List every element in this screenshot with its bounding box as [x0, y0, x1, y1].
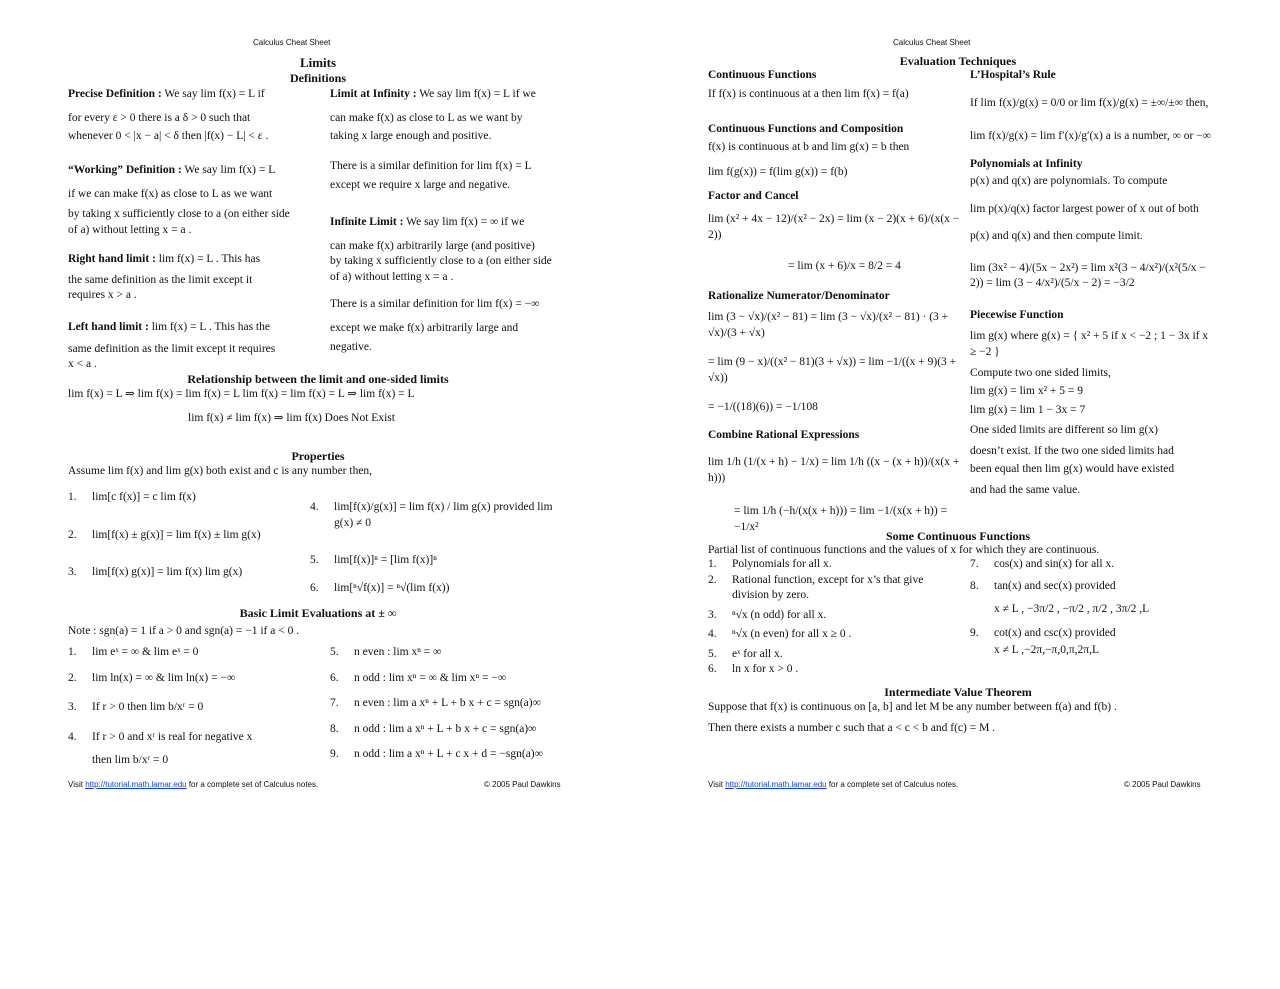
piecewise-line3: lim g(x) = lim x² + 5 = 9: [970, 384, 1083, 397]
properties-list-left: [68, 490, 308, 581]
property-text: lim[f(x) ± g(x)] = lim f(x) ± lim g(x): [92, 528, 261, 541]
property-number: 5.: [310, 554, 319, 567]
right-page-header: Calculus Cheat Sheet: [893, 38, 971, 47]
piecewise-heading: Piecewise Function: [970, 308, 1064, 321]
left-page-header: Calculus Cheat Sheet: [253, 38, 331, 47]
continuous-text: x ≠ L , −3π/2 , −π/2 , π/2 , 3π/2 ,L: [994, 603, 1150, 616]
evaluation-techniques-heading: Evaluation Techniques: [899, 54, 1017, 68]
relationship-line1: lim f(x) = L ⇒ lim f(x) = lim f(x) = L lim f(x) = lim f(x) = L ⇒ lim f(x) = L: [68, 388, 415, 400]
infinite-line3: by taking x sufficiently close to a (on either side: [330, 255, 552, 268]
property-item: [68, 528, 308, 544]
infinite-line4: of a) without letting x = a .: [330, 270, 454, 283]
basic-limit-text: If r > 0 then lim b/xʳ = 0: [92, 701, 204, 714]
basic-limit-text: n even : lim xⁿ = ∞: [354, 646, 442, 658]
infinite-line7: negative.: [330, 341, 372, 354]
factor-line2: = lim (x + 6)/x = 8/2 = 4: [788, 260, 901, 273]
continuous-item: [708, 557, 963, 573]
precise-line2: for every ε > 0 there is a δ > 0 such that: [68, 111, 251, 124]
lhospital-line2: lim f(x)/g(x) = lim f′(x)/g′(x) a is a number, ∞ or −∞: [970, 130, 1211, 143]
piecewise-line4: lim g(x) = lim 1 − 3x = 7: [970, 404, 1086, 417]
some-continuous-intro: Partial list of continuous functions and the values of x for which they are continuous.: [708, 544, 1100, 556]
rationalize-line1: lim (3 − √x)/(x² − 81) = lim (3 − √x)/(x² − 81) · (3 + √x)/(3 + √x): [708, 311, 949, 339]
relationship-line2: lim f(x) ≠ lim f(x) ⇒ lim f(x) Does Not Exist: [188, 412, 395, 424]
infinite-line6: except we make f(x) arbitrarily large and: [330, 321, 519, 334]
continuous-item: [708, 588, 963, 604]
continuous-item: [970, 643, 1215, 659]
composition-line1: f(x) is continuous at b and lim g(x) = b then: [708, 140, 910, 153]
eval-left-column: [708, 68, 963, 535]
continuous-number: [970, 602, 988, 618]
continuous-number: [708, 588, 726, 604]
precise-line3: whenever 0 < |x − a| < δ then |f(x) − L| < ε .: [68, 130, 269, 143]
basic-limit-item: [330, 747, 575, 763]
infinity-line4: There is a similar definition for lim f(x) = L: [330, 159, 532, 172]
some-continuous-left: [708, 557, 963, 678]
basic-limit-text: then lim b/xʳ = 0: [92, 754, 169, 767]
property-item: [68, 565, 308, 581]
property-text: lim[ⁿ√f(x)] = ⁿ√(lim f(x)): [334, 581, 450, 594]
continuous-item: [708, 627, 963, 643]
eval-right-column: [970, 68, 1215, 499]
basic-limit-number: 8.: [330, 722, 339, 735]
lhospital-line1: If lim f(x)/g(x) = 0/0 or lim f(x)/g(x) = ±∞/±∞ then,: [970, 96, 1209, 109]
property-number: 1.: [68, 491, 77, 503]
working-line2: if we can make f(x) as close to L as we want: [68, 187, 273, 200]
continuous-number: 3.: [708, 608, 717, 621]
property-item: [310, 553, 572, 569]
basic-limits-heading: Basic Limit Evaluations at ± ∞: [239, 606, 397, 620]
continuous-number: 8.: [970, 579, 979, 592]
lhospital-heading: L’Hospital’s Rule: [970, 69, 1056, 81]
footer-rest: for a complete set of Calculus notes.: [188, 780, 319, 789]
basic-limit-number: 6.: [330, 671, 339, 684]
left-footer-copyright: © 2005 Paul Dawkins: [484, 780, 561, 789]
polynomials-line4: lim (3x² − 4)/(5x − 2x²) = lim x²(3 − 4/x²)/(x²(5/x − 2)) = lim (3 − 4/x²)/(5/x − 2) = −3/2: [970, 261, 1206, 290]
footer-visit: Visit: [708, 780, 723, 789]
right-hand-label: Right hand limit :: [68, 253, 156, 265]
continuous-text: eˣ for all x.: [732, 647, 783, 660]
infinite-line5: There is a similar definition for lim f(x) = −∞: [330, 298, 540, 311]
piecewise-line1: lim g(x) where g(x) = { x² + 5 if x < −2 ; 1 − 3x if x ≥ −2 }: [970, 330, 1209, 358]
basic-limit-text: n odd : lim a xⁿ + L + b x + c = sgn(a)∞: [354, 722, 537, 735]
infinity-line1: We say lim f(x) = L if we: [419, 88, 536, 100]
properties-assume: Assume lim f(x) and lim g(x) both exist and c is any number then,: [68, 465, 373, 477]
left-hand-limit: [68, 320, 318, 373]
basic-limit-text: n odd : lim a xⁿ + L + c x + d = −sgn(a)∞: [354, 748, 543, 761]
left-hand-label: Left hand limit :: [68, 321, 149, 333]
rationalize-line3: = −1/((18)(6)) = −1/108: [708, 401, 818, 414]
combine-heading: Combine Rational Expressions: [708, 428, 860, 441]
footer-rest: for a complete set of Calculus notes.: [828, 780, 959, 789]
footer-link[interactable]: http://tutorial.math.lamar.edu: [725, 780, 827, 789]
polynomials-line3: p(x) and q(x) and then compute limit.: [970, 230, 1143, 243]
continuous-item: [970, 602, 1215, 618]
properties-list-right: [310, 500, 572, 596]
property-item: [310, 500, 572, 531]
right-hand-line2: the same definition as the limit except it: [68, 273, 253, 286]
precise-line1: We say lim f(x) = L if: [164, 88, 265, 100]
infinity-line3: taking x large enough and positive.: [330, 130, 492, 143]
right-hand-line1: lim f(x) = L . This has: [158, 253, 261, 265]
continuous-number: 7.: [970, 558, 979, 570]
basic-limit-item: [330, 645, 575, 661]
composition-line2: lim f(g(x)) = f(lim g(x)) = f(b): [708, 166, 848, 179]
property-text: lim[f(x)]ⁿ = [lim f(x)]ⁿ: [334, 554, 437, 567]
combine-line1: lim 1/h (1/(x + h) − 1/x) = lim 1/h ((x − (x + h))/(x(x + h))): [708, 456, 960, 484]
continuous-text: cot(x) and csc(x) provided: [994, 626, 1116, 639]
working-line3: by taking x sufficiently close to a (on either side: [68, 208, 290, 221]
piecewise-line8: and had the same value.: [970, 484, 1081, 497]
basic-limit-item: [330, 696, 575, 712]
continuous-number: 4.: [708, 628, 717, 641]
continuous-text: Rational function, except for x’s that give: [732, 573, 924, 586]
continuous-functions-heading: Continuous Functions: [708, 69, 817, 81]
continuous-number: 1.: [708, 558, 717, 570]
polynomials-line2: lim p(x)/q(x) factor largest power of x out of both: [970, 202, 1199, 215]
properties-heading: Properties: [291, 449, 345, 463]
continuous-number: 9.: [970, 626, 979, 639]
continuous-text: ⁿ√x (n odd) for all x.: [732, 608, 827, 621]
precise-label: Precise Definition :: [68, 88, 162, 100]
infinity-label: Limit at Infinity :: [330, 88, 417, 100]
infinite-limit: [330, 215, 570, 356]
piecewise-line2: Compute two one sided limits,: [970, 367, 1111, 380]
factor-cancel-heading: Factor and Cancel: [708, 189, 799, 202]
basic-limit-text: If r > 0 and xʳ is real for negative x: [92, 730, 253, 743]
left-hand-line1: lim f(x) = L . This has the: [151, 321, 270, 333]
right-footer-copyright: © 2005 Paul Dawkins: [1124, 780, 1201, 789]
working-line1: We say lim f(x) = L: [184, 164, 276, 176]
continuous-functions-text: If f(x) is continuous at a then lim f(x) = f(a): [708, 87, 909, 100]
infinite-label: Infinite Limit :: [330, 216, 404, 228]
basic-limit-text: n odd : lim xⁿ = ∞ & lim xⁿ = −∞: [354, 671, 507, 684]
property-number: 3.: [68, 566, 77, 579]
piecewise-line6: doesn’t exist. If the two one sided limits had: [970, 445, 1174, 458]
infinite-line2: can make f(x) arbitrarily large (and positive): [330, 239, 535, 252]
footer-link[interactable]: http://tutorial.math.lamar.edu: [85, 780, 187, 789]
continuous-item: [708, 647, 963, 663]
infinite-line1: We say lim f(x) = ∞ if we: [406, 216, 525, 228]
continuous-text: cos(x) and sin(x) for all x.: [994, 558, 1115, 570]
composition-heading: Continuous Functions and Composition: [708, 123, 904, 136]
basic-limit-text: lim ln(x) = ∞ & lim ln(x) = −∞: [92, 671, 236, 684]
continuous-text: ⁿ√x (n even) for all x ≥ 0 .: [732, 628, 852, 641]
continuous-number: 2.: [708, 573, 717, 586]
basic-limit-number: 3.: [68, 701, 77, 714]
piecewise-line5: One sided limits are different so lim g(x): [970, 423, 1158, 436]
continuous-text: Polynomials for all x.: [732, 558, 832, 570]
working-line4: of a) without letting x = a .: [68, 223, 192, 236]
infinity-line2: can make f(x) as close to L as we want by: [330, 111, 523, 124]
combine-line2: = lim 1/h (−h/(x(x + h))) = lim −1/(x(x + h)) = −1/x²: [734, 505, 948, 533]
right-hand-limit: [68, 252, 318, 304]
property-text: lim[f(x)/g(x)] = lim f(x) / lim g(x) provided lim g(x) ≠ 0: [334, 501, 553, 529]
left-footer: [68, 780, 318, 791]
basic-limit-number: 7.: [330, 697, 339, 710]
definitions-heading: Definitions: [289, 71, 346, 85]
factor-line1: lim (x² + 4x − 12)/(x² − 2x) = lim (x − 2)(x + 6)/(x(x − 2)): [708, 213, 960, 241]
footer-visit: Visit: [68, 780, 83, 789]
basic-limits-left: [68, 645, 318, 769]
basic-limit-item: [68, 671, 318, 687]
left-page-title: Limits: [299, 55, 337, 70]
basic-limit-item: [68, 700, 318, 716]
property-text: lim[c f(x)] = c lim f(x): [92, 491, 196, 503]
basic-limit-item: [330, 722, 575, 738]
continuous-text: ln x for x > 0 .: [732, 663, 799, 676]
basic-limit-number: 2.: [68, 671, 77, 684]
basic-limit-text: lim eˣ = ∞ & lim eˣ = 0: [92, 646, 199, 658]
continuous-item: [970, 626, 1215, 642]
relationship-heading: Relationship between the limit and one-sided limits: [187, 372, 449, 386]
continuous-number: 6.: [708, 663, 717, 676]
basic-limit-number: [68, 753, 86, 769]
right-hand-line3: requires x > a .: [68, 289, 137, 302]
continuous-item: [708, 662, 963, 678]
some-continuous-heading: Some Continuous Functions: [885, 529, 1031, 543]
working-definition: [68, 163, 318, 238]
piecewise-line7: been equal then lim g(x) would have existed: [970, 462, 1175, 475]
left-hand-line2: same definition as the limit except it requires: [68, 342, 276, 355]
property-item: [310, 581, 572, 597]
property-text: lim[f(x) g(x)] = lim f(x) lim g(x): [92, 566, 243, 579]
basic-limits-note: Note : sgn(a) = 1 if a > 0 and sgn(a) = −1 if a < 0 .: [68, 625, 300, 637]
continuous-item: [970, 579, 1215, 595]
continuous-number: [970, 643, 988, 659]
basic-limit-number: 4.: [68, 730, 77, 743]
basic-limit-item: [68, 730, 318, 746]
polynomials-line1: p(x) and q(x) are polynomials. To compute: [970, 175, 1168, 188]
infinity-line5: except we require x large and negative.: [330, 179, 511, 192]
right-footer: [708, 780, 958, 791]
property-number: 4.: [310, 501, 319, 513]
basic-limit-text: n even : lim a xⁿ + L + b x + c = sgn(a)∞: [354, 697, 541, 710]
continuous-text: tan(x) and sec(x) provided: [994, 579, 1116, 592]
continuous-text: division by zero.: [732, 589, 809, 602]
limit-at-infinity: [330, 87, 570, 194]
continuous-item: [708, 573, 963, 589]
property-number: 2.: [68, 528, 77, 541]
working-label: “Working” Definition :: [68, 164, 182, 176]
basic-limit-item: [68, 753, 318, 769]
some-continuous-right: [970, 557, 1215, 659]
continuous-text: x ≠ L ,−2π,−π,0,π,2π,L: [994, 644, 1100, 657]
basic-limit-number: 5.: [330, 646, 339, 658]
basic-limits-right: [330, 645, 575, 763]
ivt-heading: Intermediate Value Theorem: [884, 685, 1032, 699]
basic-limit-item: [68, 645, 318, 661]
polynomials-heading: Polynomials at Infinity: [970, 157, 1083, 170]
continuous-item: [708, 608, 963, 624]
ivt-line1: Suppose that f(x) is continuous on [a, b] and let M be any number between f(a) and f(b) .: [708, 701, 1117, 713]
left-hand-line3: x < a .: [68, 358, 97, 371]
continuous-item: [970, 557, 1215, 573]
rationalize-line2: = lim (9 − x)/((x² − 81)(3 + √x)) = lim −1/((x + 9)(3 + √x)): [708, 356, 957, 384]
basic-limit-item: [330, 671, 575, 687]
property-number: 6.: [310, 581, 319, 594]
continuous-number: 5.: [708, 647, 717, 660]
rationalize-heading: Rationalize Numerator/Denominator: [708, 289, 890, 302]
basic-limit-number: 1.: [68, 646, 77, 658]
property-item: [68, 490, 308, 506]
precise-definition: [68, 87, 318, 145]
basic-limit-number: 9.: [330, 748, 339, 761]
ivt-line2: Then there exists a number c such that a < c < b and f(c) = M .: [708, 722, 996, 734]
